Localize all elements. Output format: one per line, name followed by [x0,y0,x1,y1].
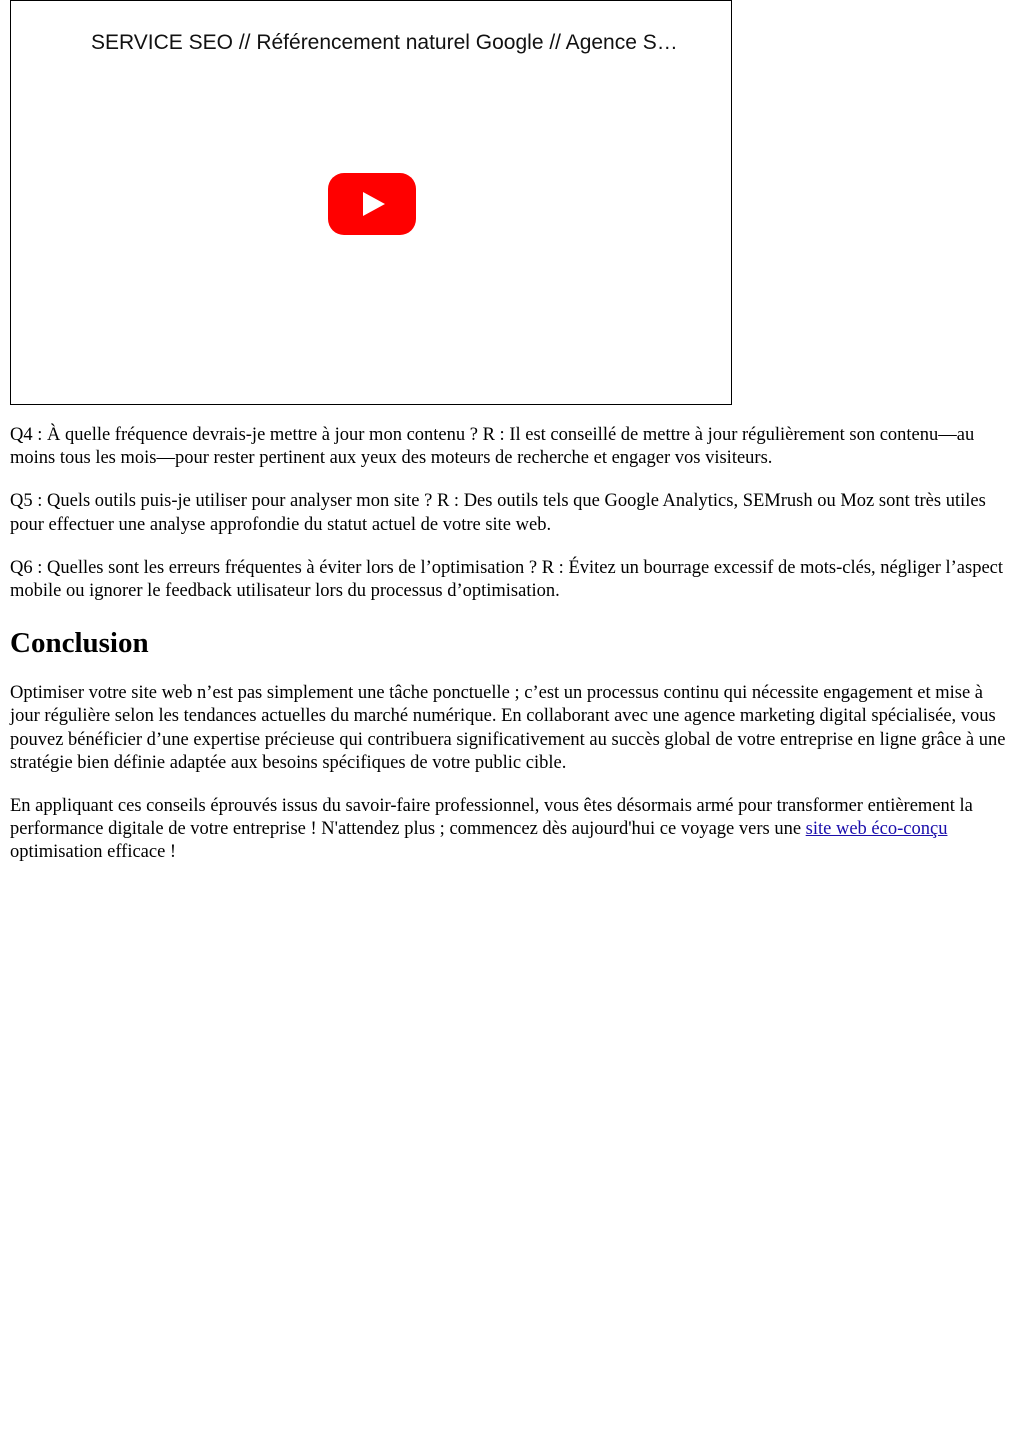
faq-q4: Q4 : À quelle fréquence devrais-je mettre à jour mon contenu ? R : Il est conseillé de mettre à jour régulièrement son contenu—au moins tous les mois—pour rester pertinent aux yeux des moteurs de recherche et engager vos visiteurs. [10,425,975,469]
youtube-play-icon[interactable] [328,173,416,235]
play-button[interactable] [328,173,416,235]
video-title[interactable]: SERVICE SEO // Référencement naturel Google // Agence S… [91,31,678,54]
video-embed[interactable] [10,0,732,405]
conclusion-paragraph-2-start: En appliquant ces conseils éprouvés issus du savoir-faire professionnel, vous êtes désormais armé pour transformer entièrement la performance digitale de votre entreprise ! N'attendez plus ; commencez dès aujourd'hui ce voyage vers une [10,796,973,840]
conclusion-heading: Conclusion [10,627,149,660]
conclusion-paragraph-2-end: optimisation efficace ! [10,842,177,863]
eco-site-link[interactable]: site web éco-conçu [805,819,948,840]
faq-q6: Q6 : Quelles sont les erreurs fréquentes à éviter lors de l’optimisation ? R : Évitez un bourrage excessif de mots-clés, négliger l’aspect mobile ou ignorer le feedback utilisateur lors du processus d’optimisation. [10,557,1004,602]
conclusion-paragraph-1: Optimiser votre site web n’est pas simplement une tâche ponctuelle ; c’est un processus continu qui nécessite engagement et mise à jour régulière selon les tendances actuelles du marché numérique. En collaborant avec une agence marketing digital spécialisée, vous pouvez bénéficier d’une expertise précieuse qui contribuera significativement au succès global de votre entreprise en ligne grâce à une stratégie bien définie adaptée aux besoins spécifiques de votre public cible. [10,683,1006,773]
article-content [10,424,1010,885]
faq-q5: Q5 : Quels outils puis-je utiliser pour analyser mon site ? R : Des outils tels que Google Analytics, SEMrush ou Moz sont très utiles pour effectuer une analyse approfondie du statut actuel de votre site web. [10,491,986,535]
conclusion-paragraph-2 [10,795,1010,865]
